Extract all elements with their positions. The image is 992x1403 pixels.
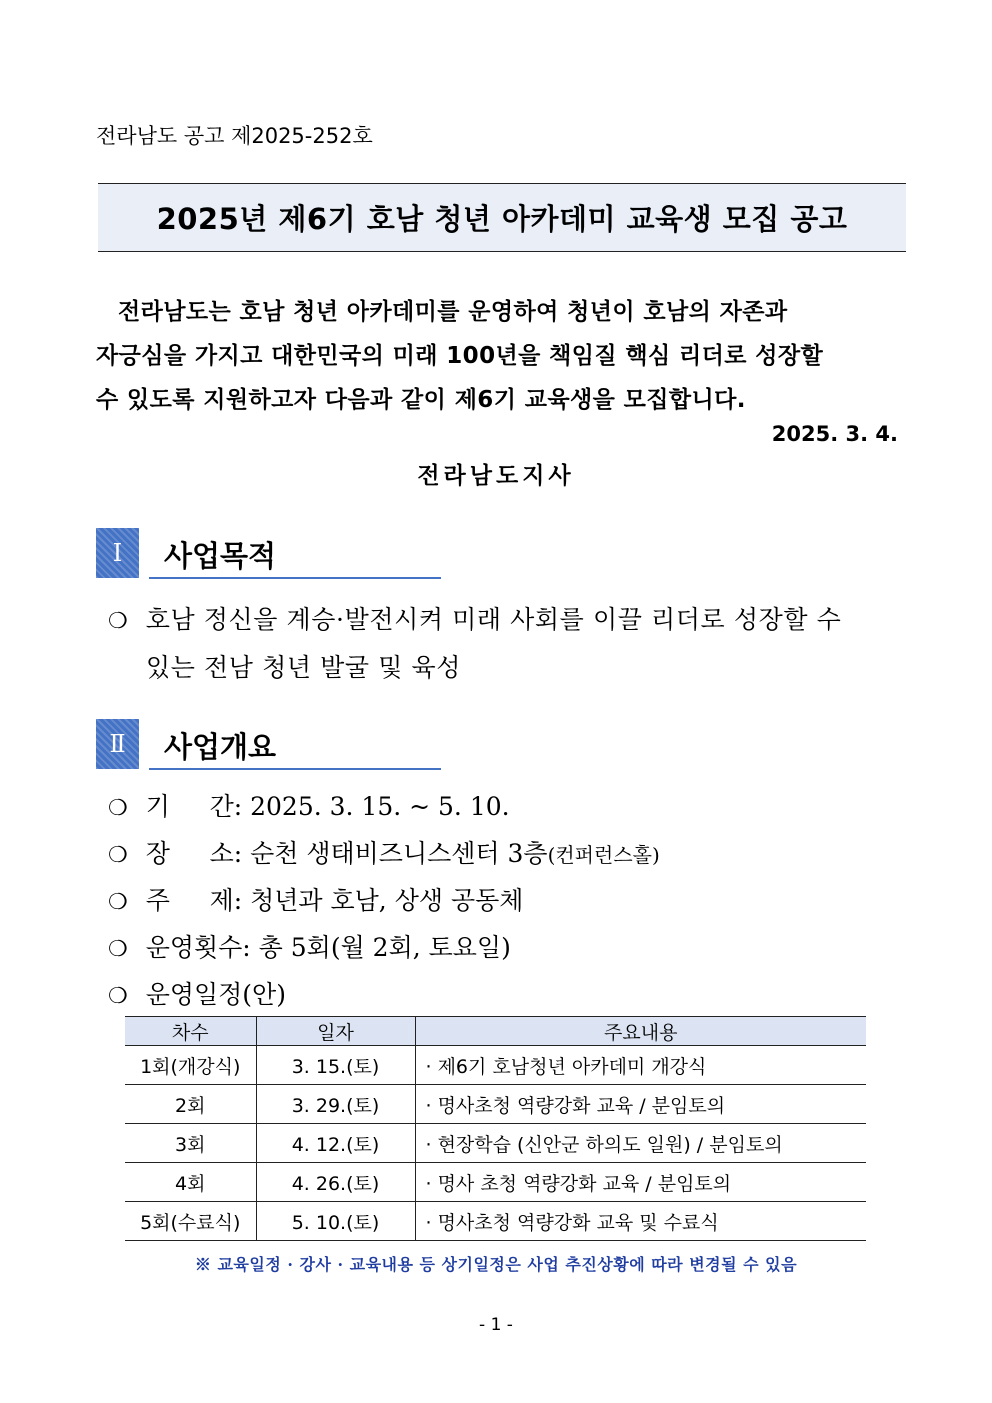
date-cell: 3. 15.(토) — [256, 1046, 415, 1085]
section-number-1: Ⅰ — [96, 528, 139, 578]
circle-bullet-icon: ❍ — [108, 937, 128, 962]
content-cell: · 명사초청 역량강화 교육 / 분임토의 — [415, 1085, 866, 1124]
section-title-2: 사업개요 — [164, 730, 277, 764]
overview-item-schedule — [108, 975, 286, 1011]
purpose-text-line2: 있는 전남 청년 발굴 및 육성 — [146, 653, 461, 682]
overview-value: 순천 생태비즈니스센터 3층 — [250, 839, 548, 868]
section-underline-1 — [149, 577, 441, 579]
session-cell: 4회 — [125, 1163, 256, 1202]
page-number: - 1 - — [479, 1315, 513, 1335]
overview-label: 기 간: — [145, 792, 243, 821]
date-cell: 4. 26.(토) — [256, 1163, 415, 1202]
overview-value: 2025. 3. 15. ~ 5. 10. — [250, 792, 510, 821]
column-header-content: 주요내용 — [415, 1017, 866, 1046]
intro-line: 전라남도는 호남 청년 아카데미를 운영하여 청년이 호남의 자존과 — [118, 299, 788, 325]
overview-label: 주 제: — [145, 886, 243, 915]
table-row — [125, 1163, 866, 1202]
table-row — [125, 1085, 866, 1124]
date-cell: 3. 29.(토) — [256, 1085, 415, 1124]
overview-item-sessions — [108, 928, 511, 964]
table-row — [125, 1202, 866, 1241]
content-cell: · 명사초청 역량강화 교육 및 수료식 — [415, 1202, 866, 1241]
overview-label: 장 소: — [145, 839, 243, 868]
overview-value: 청년과 호남, 상생 공동체 — [250, 886, 524, 915]
date-cell: 5. 10.(토) — [256, 1202, 415, 1241]
intro-line: 자긍심을 가지고 대한민국의 미래 100년을 책임질 핵심 리더로 성장할 — [96, 343, 824, 369]
overview-item-theme — [108, 881, 523, 917]
overview-item-period — [108, 787, 510, 823]
circle-bullet-icon: ❍ — [108, 796, 128, 821]
intro-paragraph — [96, 290, 901, 422]
circle-bullet-icon: ❍ — [108, 984, 128, 1009]
circle-bullet-icon: ❍ — [108, 609, 128, 634]
session-cell: 1회(개강식) — [125, 1046, 256, 1085]
table-header-row — [125, 1017, 866, 1046]
circle-bullet-icon: ❍ — [108, 843, 128, 868]
session-cell: 5회(수료식) — [125, 1202, 256, 1241]
content-cell: · 현장학습 (신안군 하의도 일원) / 분임토의 — [415, 1124, 866, 1163]
session-cell: 3회 — [125, 1124, 256, 1163]
announcement-date: 2025. 3. 4. — [771, 422, 898, 446]
circle-bullet-icon: ❍ — [108, 890, 128, 915]
overview-label: 운영일정(안) — [145, 980, 286, 1009]
page-title: 2025년 제6기 호남 청년 아카데미 교육생 모집 공고 — [156, 202, 848, 236]
overview-label: 운영횟수: — [145, 933, 251, 962]
column-header-date: 일자 — [256, 1017, 415, 1046]
overview-value: 총 5회(월 2회, 토요일) — [258, 933, 511, 962]
content-cell: · 제6기 호남청년 아카데미 개강식 — [415, 1046, 866, 1085]
date-cell: 4. 12.(토) — [256, 1124, 415, 1163]
schedule-footnote: ※ 교육일정 · 강사 · 교육내용 등 상기일정은 사업 추진상황에 따라 변경될 수 있음 — [194, 1255, 798, 1274]
schedule-table — [125, 1016, 866, 1241]
notice-number: 전라남도 공고 제2025-252호 — [96, 124, 373, 148]
overview-item-venue — [108, 834, 660, 870]
purpose-text-line1: 호남 정신을 계승·발전시켜 미래 사회를 이끌 리더로 성장할 수 — [145, 605, 842, 634]
column-header-session: 차수 — [125, 1017, 256, 1046]
section-underline-2 — [149, 768, 441, 770]
table-row — [125, 1046, 866, 1085]
session-cell: 2회 — [125, 1085, 256, 1124]
table-row — [125, 1124, 866, 1163]
organization-name: 전라남도지사 — [417, 463, 575, 489]
title-box — [98, 183, 906, 252]
purpose-item — [108, 600, 841, 636]
content-cell: · 명사 초청 역량강화 교육 / 분임토의 — [415, 1163, 866, 1202]
section-title-1: 사업목적 — [164, 539, 277, 573]
intro-line: 수 있도록 지원하고자 다음과 같이 제6기 교육생을 모집합니다. — [96, 387, 746, 413]
section-number-2: Ⅱ — [96, 719, 139, 769]
overview-extra: (컨퍼런스홀) — [547, 843, 660, 867]
